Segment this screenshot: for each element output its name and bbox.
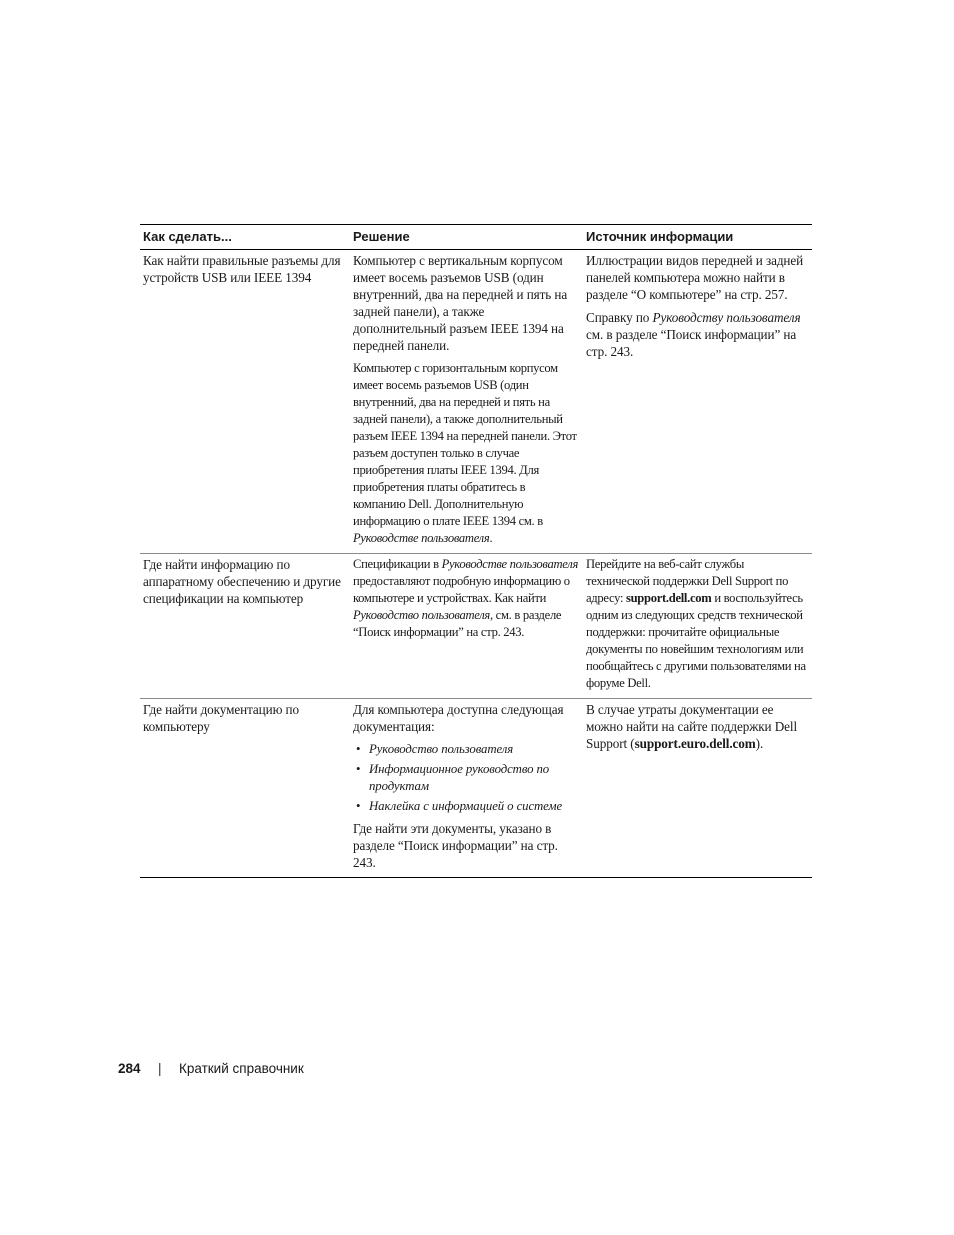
support-link-text: support.euro.dell.com [634,736,756,751]
list-item-label: Наклейка с информацией о системе [369,799,563,813]
solution-paragraph [353,556,579,641]
italic-text: Руководство пользователя [353,608,490,622]
row-solution [350,250,583,554]
footer-separator: | [158,1061,162,1076]
solution-intro: Для компьютера доступна следующая документация: [353,702,564,734]
row-source [583,554,812,699]
page-number: 284 [118,1061,141,1076]
header-solution: Решение [353,229,410,244]
text-span: см. в разделе “Поиск информации” на стр. 243. [586,327,797,359]
text-span: Спецификации в [353,557,442,571]
list-item-label: Информационное руководство по продуктам [369,762,550,793]
table-header [140,225,812,250]
text-span: Перейдите на веб-сайт службы технической поддержки Dell Support по адресу: [586,557,789,605]
table-row [140,250,812,554]
header-task: Как сделать... [143,229,232,244]
text-span: Компьютер с горизонтальным корпусом имеет восемь разъемов USB (один внутренний, два на передней и пять на задней панели), а также дополнительный разъем IEEE 1394 на передней панели. Этот разъем доступен только в случае приобретения платы IEEE 1394. Для приобретения платы обратитесь в компанию Dell. Дополнительную информацию о плате IEEE 1394 см. в [353,361,577,528]
solution-paragraph: Компьютер с вертикальным корпусом имеет восемь разъемов USB (один внутренний, два на передней и пять на задней панели), а также дополнительный разъем IEEE 1394 на передней панели. [353,253,568,353]
source-paragraph: Иллюстрации видов передней и задней панелей компьютера можно найти в разделе “О компьютере” на стр. 257. [586,253,804,302]
text-span: и воспользуйтесь одним из следующих средств технической поддержки: прочитайте официальные документы по новейшим технологиям или пообщайтесь с другими пользователями на форуме Dell. [586,591,806,690]
text-span: Справку по [586,310,653,325]
source-paragraph [586,556,808,692]
table-row [140,554,812,699]
source-paragraph [586,309,808,360]
text-span: В случае утраты документации ее можно найти на сайте поддержки Dell Support ( [586,702,798,751]
bullet-icon: • [356,799,361,813]
header-source: Источник информации [586,229,734,244]
bullet-icon: • [356,762,361,776]
solution-outro: Где найти эти документы, указано в разделе “Поиск информации” на стр. 243. [353,821,558,870]
italic-text: Руководстве пользователя [353,531,490,545]
row-source [583,250,812,554]
support-link-text: support.dell.com [626,591,712,605]
info-table [140,224,812,878]
italic-text: Руководстве пользователя [441,557,579,571]
bullet-icon: • [356,742,361,756]
list-item [353,798,579,815]
solution-paragraph [353,360,579,547]
row-source [583,699,812,878]
list-item [353,761,579,795]
row-solution [350,699,583,878]
row-solution [350,554,583,699]
table-row [140,699,812,878]
row-task: Где найти информацию по аппаратному обеспечению и другие спецификации на компьютер [143,557,341,606]
text-span: . [489,531,493,545]
text-span: ). [755,736,764,751]
source-paragraph [586,701,808,752]
header-row [140,225,812,250]
text-span: предоставляют подробную информацию о компьютере и устройствах. Как найти [353,574,570,605]
documentation-list [353,741,579,815]
text-span: , см. в разделе “Поиск информации” на стр. 243. [353,608,562,639]
footer-title: Краткий справочник [179,1061,304,1076]
list-item [353,741,579,758]
italic-text: Руководству пользователя [652,310,801,325]
list-item-label: Руководство пользователя [369,742,514,756]
row-task: Где найти документацию по компьютеру [143,702,299,734]
row-task: Как найти правильные разъемы для устройств USB или IEEE 1394 [143,253,341,285]
